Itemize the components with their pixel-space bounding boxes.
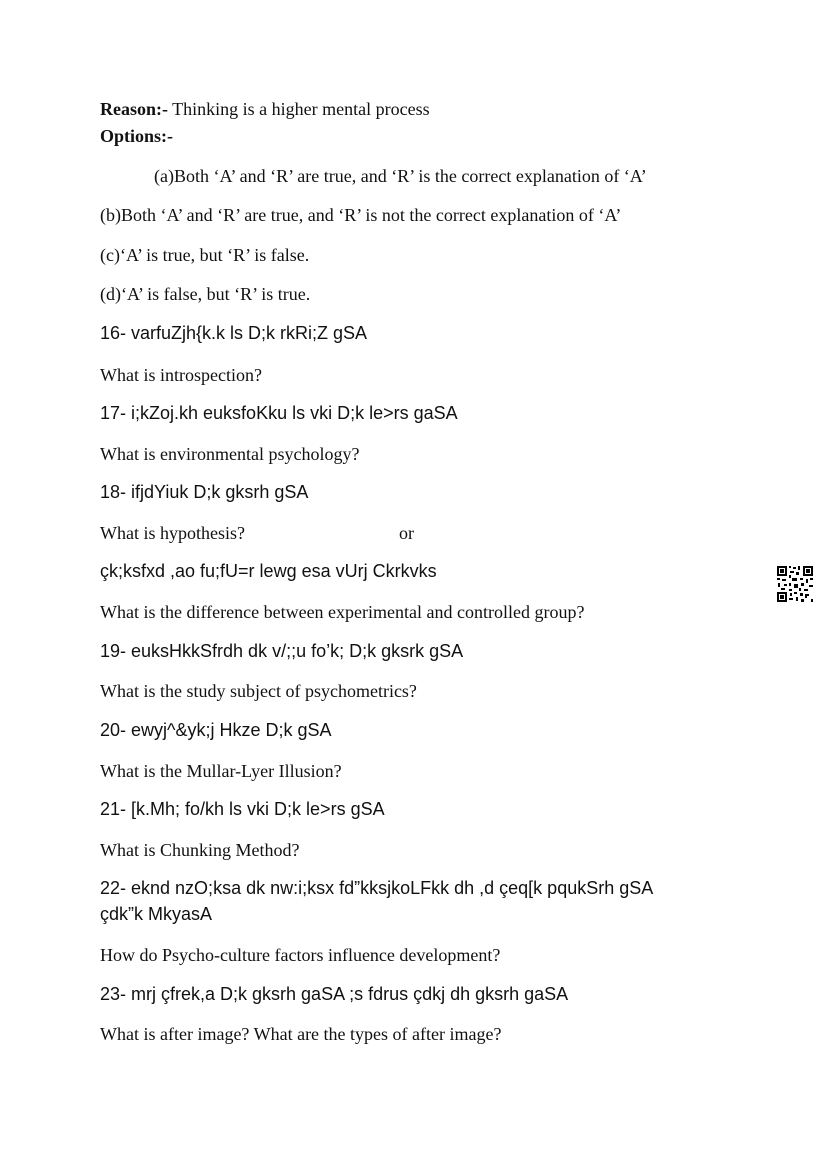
question-18-english: What is hypothesis?	[100, 523, 245, 543]
option-b: (b)Both ‘A’ and ‘R’ are true, and ‘R’ is not the correct explanation of ‘A’	[100, 205, 622, 225]
reason-line	[100, 99, 430, 120]
question-17-english: What is environmental psychology?	[100, 444, 360, 464]
option-a: (a)Both ‘A’ and ‘R’ are true, and ‘R’ is the correct explanation of ‘A’	[154, 166, 647, 186]
options-label: Options:-	[100, 126, 174, 146]
option-c: (c)‘A’ is true, but ‘R’ is false.	[100, 245, 310, 265]
question-20-english: What is the Mullar-Lyer Illusion?	[100, 761, 342, 781]
question-23-english: What is after image? What are the types of after image?	[100, 1024, 502, 1044]
question-16-hindi: 16- varfuZjh{k.k ls D;k rkRi;Z gSA	[100, 323, 368, 343]
question-23-hindi: 23- mrj çfrek,a D;k gksrh gaSA ;s fdrus çdkj dh gksrh gaSA	[100, 984, 569, 1004]
question-21-english: What is Chunking Method?	[100, 840, 300, 860]
option-d: (d)‘A’ is false, but ‘R’ is true.	[100, 284, 311, 304]
question-19-hindi: 19- euksHkkSfrdh dk v/;;u fo’k; D;k gksrk gSA	[100, 641, 464, 661]
question-21-hindi: 21- [k.Mh; fo/kh ls vki D;k le>rs gSA	[100, 799, 385, 819]
question-16-english: What is introspection?	[100, 365, 262, 385]
question-19-english: What is the study subject of psychometrics?	[100, 681, 417, 701]
question-22-hindi-line2: çdk”k MkyasA	[100, 904, 213, 924]
question-18-alt-english: What is the difference between experimental and controlled group?	[100, 602, 585, 622]
question-18-hindi: 18- ifjdYiuk D;k gksrh gSA	[100, 482, 309, 502]
question-18-or: or	[399, 523, 414, 543]
question-22-english: How do Psycho-culture factors influence development?	[100, 945, 501, 965]
question-18-alt-hindi: çk;ksfxd ,ao fu;fU=r lewg esa vUrj Ckrkvks	[100, 561, 437, 581]
question-20-hindi: 20- ewyj^&yk;j Hkze D;k gSA	[100, 720, 332, 740]
qr-code-icon[interactable]	[776, 565, 814, 603]
reason-text: Thinking is a higher mental process	[168, 99, 430, 119]
reason-label: Reason:-	[100, 99, 168, 119]
question-22-hindi-line1: 22- eknd nzO;ksa dk nw:i;ksx fd”kksjkoLFkk dh ,d çeq[k pqukSrh gSA	[100, 878, 654, 898]
question-17-hindi: 17- i;kZoj.kh euksfoKku ls vki D;k le>rs gaSA	[100, 403, 458, 423]
